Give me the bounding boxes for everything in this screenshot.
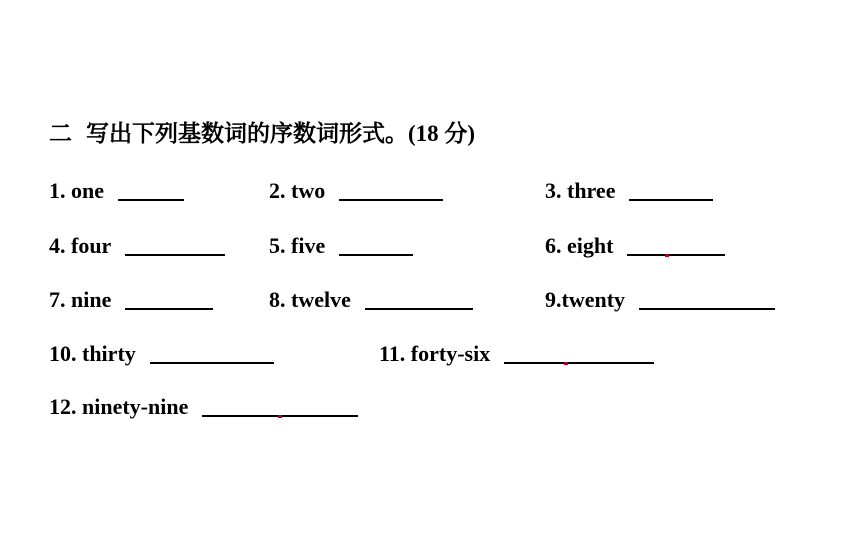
exercise-item-3 xyxy=(545,176,713,206)
item-label: 5. five xyxy=(269,233,326,258)
item-label: 12. ninety-nine xyxy=(49,394,189,419)
item-label: 8. twelve xyxy=(269,287,351,312)
item-label: 7. nine xyxy=(49,287,112,312)
exercise-item-9 xyxy=(545,285,775,315)
answer-blank[interactable] xyxy=(639,290,775,310)
answer-blank[interactable] xyxy=(627,236,725,256)
red-mark xyxy=(278,415,282,418)
item-label: 10. thirty xyxy=(49,341,136,366)
exercise-item-5 xyxy=(269,231,413,261)
section-number: 二 xyxy=(49,121,72,146)
answer-blank[interactable] xyxy=(118,181,184,201)
exercise-item-12 xyxy=(49,392,358,422)
exercise-item-11 xyxy=(379,339,654,369)
section-heading xyxy=(49,118,475,150)
red-mark xyxy=(665,254,669,257)
exercise-item-10 xyxy=(49,339,274,369)
answer-blank[interactable] xyxy=(504,344,654,364)
answer-blank[interactable] xyxy=(125,236,225,256)
answer-blank[interactable] xyxy=(365,290,473,310)
exercise-item-6 xyxy=(545,231,725,261)
item-label: 2. two xyxy=(269,178,326,203)
item-label: 9.twenty xyxy=(545,287,626,312)
exercise-item-8 xyxy=(269,285,473,315)
answer-blank[interactable] xyxy=(339,181,443,201)
exercise-item-7 xyxy=(49,285,213,315)
exercise-item-2 xyxy=(269,176,443,206)
item-label: 3. three xyxy=(545,178,616,203)
section-instruction: 写出下列基数词的序数词形式。(18 分) xyxy=(86,121,476,146)
answer-blank[interactable] xyxy=(150,344,274,364)
item-label: 1. one xyxy=(49,178,104,203)
answer-blank[interactable] xyxy=(125,290,213,310)
exercise-item-1 xyxy=(49,176,184,206)
item-label: 11. forty-six xyxy=(379,341,491,366)
item-label: 4. four xyxy=(49,233,112,258)
answer-blank[interactable] xyxy=(202,397,358,417)
red-mark xyxy=(564,362,568,365)
item-label: 6. eight xyxy=(545,233,614,258)
answer-blank[interactable] xyxy=(339,236,413,256)
exercise-item-4 xyxy=(49,231,225,261)
answer-blank[interactable] xyxy=(629,181,713,201)
